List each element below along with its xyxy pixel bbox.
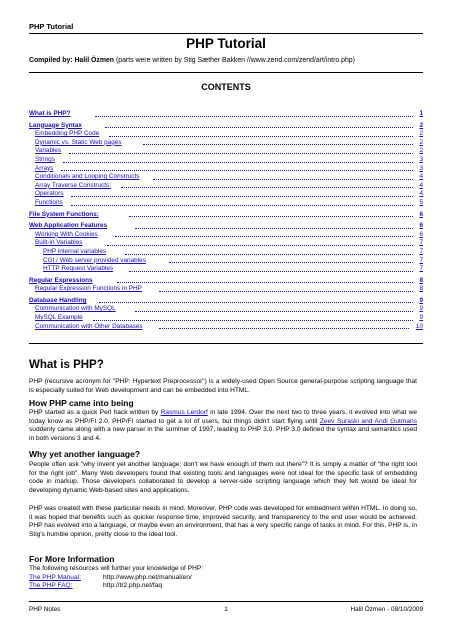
toc-link[interactable]: What is PHP?	[29, 110, 71, 117]
toc-link[interactable]: Operators	[35, 190, 64, 198]
toc-page[interactable]: 7	[419, 247, 423, 255]
toc-link[interactable]: Built-in Variables	[35, 239, 83, 247]
toc-page[interactable]: 8	[419, 285, 423, 293]
toc-link[interactable]: Working With Cookies	[35, 230, 98, 238]
toc-entry[interactable]	[29, 265, 423, 274]
toc-link[interactable]: Language Syntax	[29, 121, 82, 129]
document-title: PHP Tutorial	[186, 36, 266, 51]
resource-row	[29, 582, 203, 591]
toc-link[interactable]: Web Application Features	[29, 222, 108, 230]
why-paragraph-2: PHP was created with these particular needs in mind. Moreover, PHP code was developed for embedment within HTML. In doing so, it was hoped that benefits such as quicker response time, improved security, and transparency to the end user would be achieved. PHP has evolved into a language, or maybe even an environment, that has a very specific range of tasks in mind. For this, PHP is, in Stig's humble opinion, pretty close to the ideal tool.	[29, 505, 417, 538]
toc-link[interactable]: File System Functions:	[29, 210, 99, 218]
toc-link[interactable]: Arrays	[35, 164, 54, 172]
toc-page[interactable]: 2	[419, 147, 423, 155]
toc-page[interactable]: 3	[419, 164, 423, 172]
toc-page[interactable]: 5	[419, 198, 423, 206]
section-title: What is PHP?	[29, 359, 104, 371]
footer-right: Halil Özmen - 08/10/2009	[350, 606, 423, 613]
history-text: PHP started as a quick Perl hack written by	[29, 409, 161, 416]
page-number: 1	[224, 606, 228, 613]
php-manual-url: http://www.php.net/manual/en/	[103, 573, 192, 581]
footer-divider	[29, 601, 423, 602]
php-faq-link[interactable]: The PHP FAQ:	[29, 582, 73, 590]
resources-intro: The following resources will further your knowledge of PHP:	[29, 565, 204, 572]
toc-page[interactable]: 9	[419, 314, 423, 322]
compiled-by-line	[29, 57, 423, 64]
toc-page[interactable]: 2	[419, 121, 423, 129]
toc-page[interactable]: 9	[419, 305, 423, 313]
toc-page[interactable]: 10	[415, 322, 423, 330]
subheading-more-info: For More Information	[29, 554, 115, 564]
toc-entry[interactable]	[29, 296, 423, 306]
compiled-name: Halil Özmen	[74, 57, 115, 64]
resources-list	[29, 565, 203, 591]
toc-link[interactable]: Variables	[35, 147, 62, 155]
header-title: PHP Tutorial	[29, 22, 74, 31]
table-of-contents	[29, 110, 423, 331]
toc-page[interactable]: 7	[419, 265, 423, 273]
toc-entry[interactable]	[29, 190, 423, 199]
toc-entry[interactable]	[29, 181, 423, 191]
toc-page[interactable]: 8	[419, 276, 423, 284]
subheading-came-into-being: How PHP came into being	[29, 398, 134, 408]
toc-entry[interactable]	[29, 147, 423, 156]
toc-entry[interactable]	[29, 314, 423, 323]
toc-page[interactable]: 4	[419, 173, 423, 181]
toc-entry[interactable]	[29, 210, 423, 220]
page-header	[29, 20, 423, 34]
toc-page[interactable]: 9	[419, 296, 423, 304]
history-text: in late 1994. Over the next two to three years, it evolved into what we today know as PHP/FI 2.0. PHP/FI started to get a lot of users, but things didn't start flying until	[29, 409, 417, 425]
toc-entry[interactable]	[29, 222, 423, 231]
why-paragraph-1: People often ask "why invent yet another language; don't we have enough of them out there"? It is simply a matter of "the right tool for the right job". Many Web developers found that existing tools and languages were not ideal for the specific task of embedding code in markup. Those developers collaborated to develop a server-side scripting language which they felt would be ideal for developing dynamic Web-based sites and applications.	[29, 461, 417, 494]
toc-entry[interactable]	[29, 130, 423, 139]
toc-page[interactable]: 3	[419, 155, 423, 163]
toc-link[interactable]: Database Handling	[29, 296, 87, 304]
toc-entry[interactable]	[29, 121, 423, 131]
toc-page[interactable]: 6	[419, 210, 423, 218]
rasmus-lerdorf-link[interactable]: Rasmus Lerdorf	[160, 409, 208, 416]
php-manual-link[interactable]: The PHP Manual:	[29, 573, 81, 581]
compiled-label: Compiled by:	[29, 57, 73, 64]
toc-link[interactable]: Array Traverse Constructs:	[35, 181, 111, 189]
toc-entry[interactable]	[29, 322, 423, 332]
footer-left: PHP Notes	[29, 606, 61, 613]
suraski-gutmans-link[interactable]: Zeev Suraski and Andi Gutmans	[319, 417, 417, 425]
subheading-why-language: Why yet another language?	[29, 449, 140, 459]
toc-page[interactable]: 7	[419, 239, 423, 247]
divider	[29, 343, 423, 344]
history-text: suddenly came along with a new parser in the summer of 1997, leading to PHP 3.0. PHP 3.0 defined the syntax and semantics used in both versions 3 and 4.	[29, 426, 417, 442]
toc-link[interactable]: Communication with MySQL	[35, 305, 116, 313]
toc-link[interactable]: Regular Expression Functions in PHP	[35, 285, 142, 293]
toc-page[interactable]: 4	[419, 181, 423, 189]
history-paragraph	[29, 409, 417, 443]
intro-paragraph: PHP (recursive acronym for "PHP: Hypertext Preprocessor") is a widely-used Open Source general-purpose scripting language that is especially suited for Web development and can be embedded into HTML.	[29, 378, 417, 394]
toc-link[interactable]: PHP internal variables	[43, 247, 107, 255]
toc-page[interactable]: 2	[419, 130, 423, 138]
toc-entry[interactable]	[29, 164, 423, 174]
toc-entry[interactable]	[29, 276, 423, 286]
toc-link[interactable]: Strings	[35, 155, 55, 163]
toc-entry[interactable]	[29, 256, 423, 266]
toc-page[interactable]: 6	[419, 222, 423, 230]
toc-link[interactable]: MySQL Example	[35, 314, 83, 322]
toc-link[interactable]: CGI / Web server provided variables	[43, 256, 146, 264]
toc-link[interactable]: Regular Expressions	[29, 276, 93, 284]
contents-heading: CONTENTS	[201, 82, 251, 92]
toc-link[interactable]: Embedding PHP Code	[35, 130, 100, 138]
toc-link[interactable]: HTTP Request Variables	[43, 265, 114, 273]
php-faq-url: http://tr2.php.net/faq	[103, 582, 163, 590]
resource-row	[29, 574, 203, 583]
toc-entry[interactable]	[29, 239, 423, 248]
divider	[29, 72, 423, 73]
toc-entry[interactable]	[29, 110, 423, 119]
toc-link[interactable]: Dynamic vs. Static Web pages	[35, 138, 122, 146]
toc-page[interactable]: 6	[419, 230, 423, 238]
toc-link[interactable]: Functions	[35, 198, 63, 206]
toc-entry[interactable]	[29, 198, 423, 208]
toc-entry[interactable]	[29, 285, 423, 294]
toc-page[interactable]: 1	[419, 110, 423, 117]
toc-entry[interactable]	[29, 305, 423, 314]
toc-entry[interactable]	[29, 230, 423, 240]
toc-page[interactable]: 4	[419, 190, 423, 198]
toc-entry[interactable]	[29, 173, 423, 182]
toc-page[interactable]: 7	[419, 256, 423, 264]
toc-link[interactable]: Conditionals and Looping Constructs	[35, 173, 140, 181]
toc-link[interactable]: Communication with Other Databases	[35, 322, 143, 330]
toc-entry[interactable]	[29, 155, 423, 165]
toc-page[interactable]: 2	[419, 138, 423, 146]
toc-entry[interactable]	[29, 247, 423, 257]
compiled-credit: (parts were written by Stig Sæther Bakken //www.zend.com/zend/art/intro.php)	[115, 57, 355, 64]
toc-entry[interactable]	[29, 138, 423, 148]
